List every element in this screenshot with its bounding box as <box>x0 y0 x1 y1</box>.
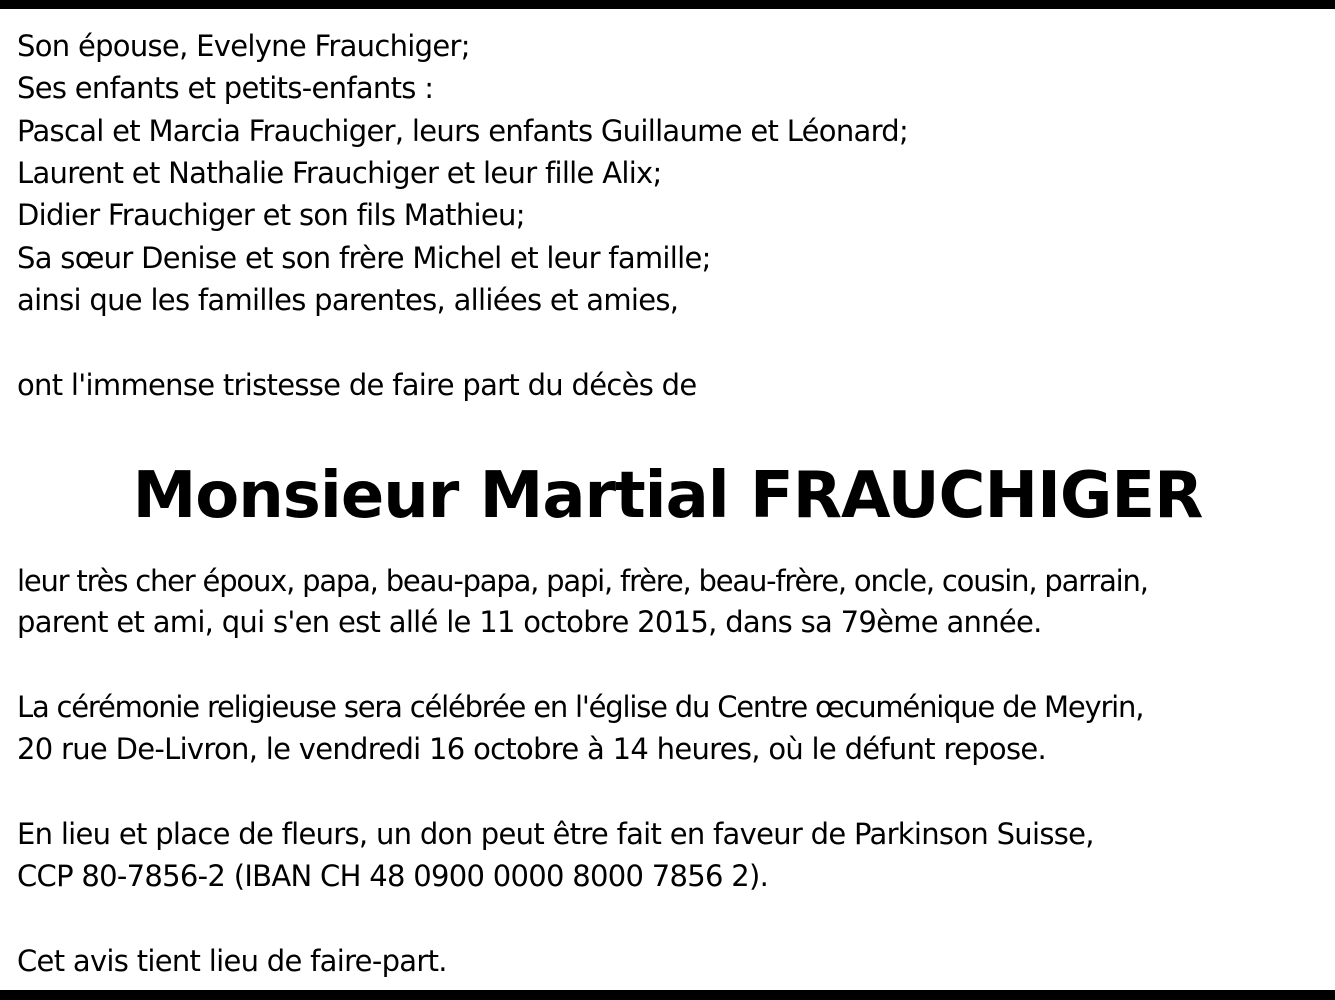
family-line-siblings: Sa sœur Denise et son frère Michel et leur famille; <box>17 241 711 275</box>
family-line-laurent: Laurent et Nathalie Frauchiger et leur fille Alix; <box>17 156 662 190</box>
bottom-border-rule <box>0 990 1335 1000</box>
donation-line-2: CCP 80-7856-2 (IBAN CH 48 0900 0000 8000 7856 2). <box>17 859 769 893</box>
top-border-rule <box>0 0 1335 9</box>
closing-text: Cet avis tient lieu de faire-part. <box>17 944 447 978</box>
donation-line-1: En lieu et place de fleurs, un don peut être fait en faveur de Parkinson Suisse, <box>17 817 1094 851</box>
ceremony-line-1: La cérémonie religieuse sera célébrée en l'église du Centre œcuménique de Meyrin, <box>17 690 1144 724</box>
deceased-name: Monsieur Martial FRAUCHIGER <box>132 459 1203 533</box>
description-line-2: parent et ami, qui s'en est allé le 11 octobre 2015, dans sa 79ème année. <box>17 605 1042 639</box>
family-line-children-heading: Ses enfants et petits-enfants : <box>17 71 434 105</box>
family-line-spouse: Son épouse, Evelyne Frauchiger; <box>17 29 470 63</box>
family-line-relatives: ainsi que les familles parentes, alliées et amies, <box>17 283 679 317</box>
family-line-didier: Didier Frauchiger et son fils Mathieu; <box>17 198 525 232</box>
description-line-1: leur très cher époux, papa, beau-papa, papi, frère, beau-frère, oncle, cousin, parrain, <box>17 564 1148 598</box>
announcement-text: ont l'immense tristesse de faire part du décès de <box>17 368 697 402</box>
family-line-pascal: Pascal et Marcia Frauchiger, leurs enfants Guillaume et Léonard; <box>17 114 909 148</box>
ceremony-line-2: 20 rue De-Livron, le vendredi 16 octobre à 14 heures, où le défunt repose. <box>17 732 1047 766</box>
